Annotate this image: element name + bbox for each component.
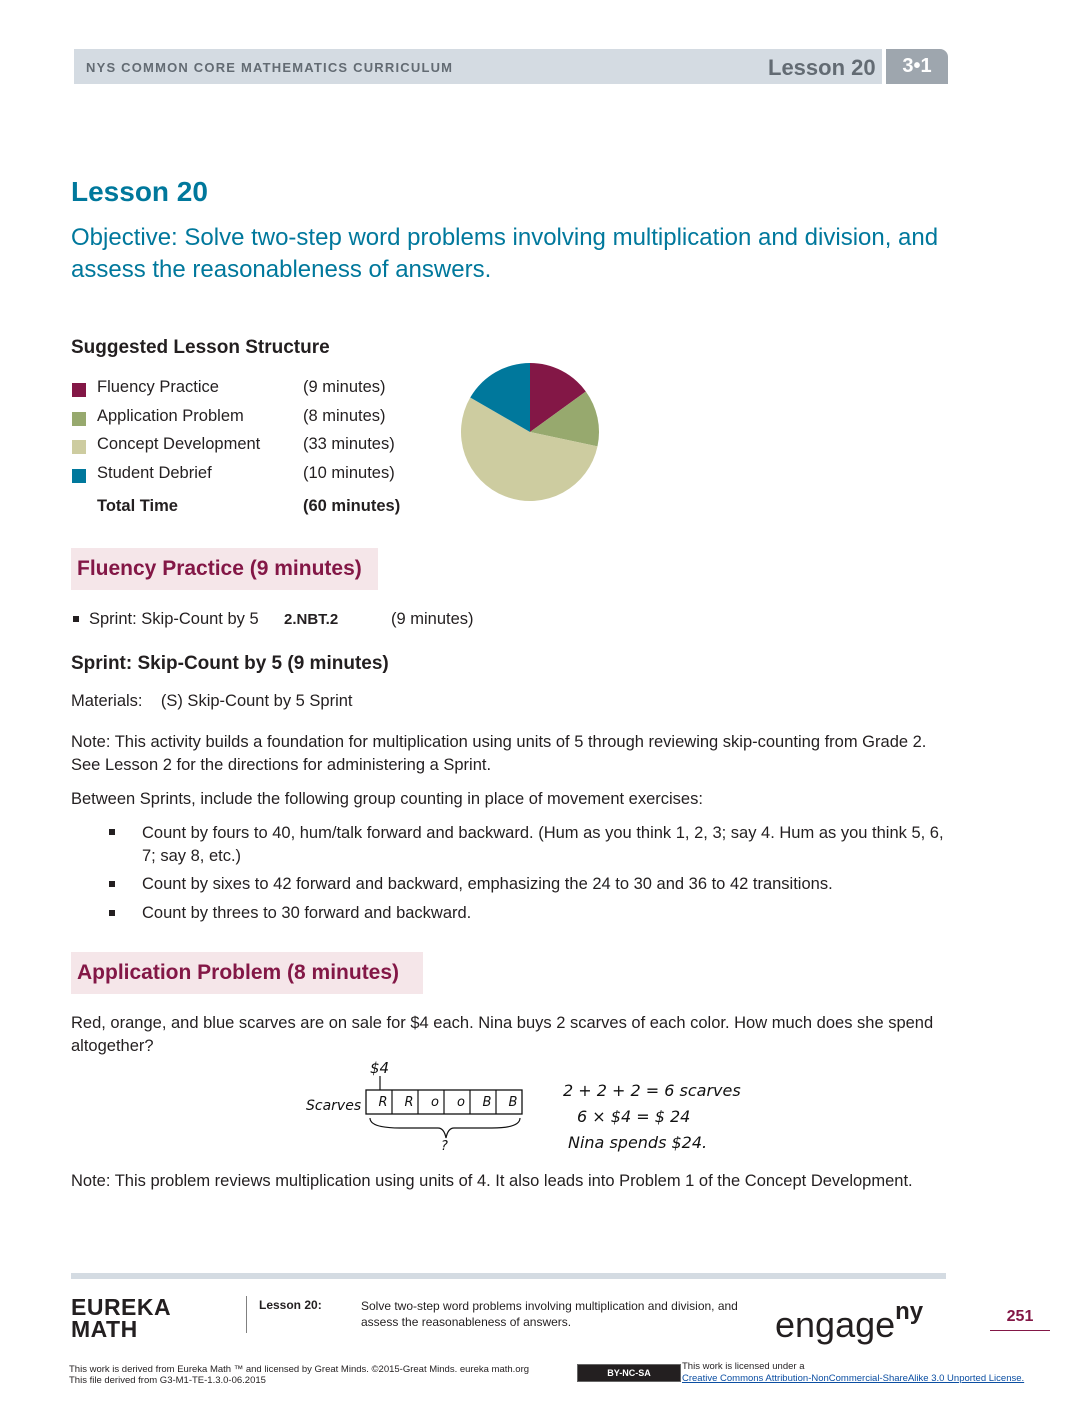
footer-objective: Solve two-step word problems involving multiplication and division, and assess the reasonableness of answers. [361,1299,738,1329]
list-item: Count by sixes to 42 forward and backward, emphasizing the 24 to 30 and 36 to 42 transitions. [142,875,833,893]
application-heading: Application Problem (8 minutes) [77,961,400,984]
work-label: Scarves [306,1098,362,1114]
derived-line-2: This file derived from G3-M1-TE-1.3.0-06.2015 [69,1375,266,1386]
logo-line-1: EUREKA [71,1294,172,1320]
structure-item-name: Concept Development [97,435,261,453]
structure-item-time: (9 minutes) [303,378,386,396]
header-lesson: Lesson 20 [768,55,876,80]
page-title: Lesson 20 [71,176,208,207]
fluency-standard: 2.NBT.2 [284,611,339,628]
structure-item-time: (10 minutes) [303,464,395,482]
box-label: o [431,1095,439,1110]
structure-item-name: Student Debrief [97,464,212,482]
fluency-heading: Fluency Practice (9 minutes) [77,557,362,580]
page-number: 251 [1006,1308,1034,1325]
box-label: o [457,1095,465,1110]
box-label: R [404,1095,414,1110]
bullet-square [109,881,115,887]
application-problem: Red, orange, and blue scarves are on sale for $4 each. Nina buys 2 scarves of each color. How much does she spend altogether? [71,1014,934,1055]
footer-lesson-label: Lesson 20: [259,1298,322,1312]
structure-item-name: Fluency Practice [97,378,219,396]
between-sprints: Between Sprints, include the following group counting in place of movement exercises: [71,790,703,808]
fluency-bullet [89,608,259,631]
engage-sup: ny [895,1298,924,1325]
structure-item-name: Application Problem [97,407,244,425]
structure-heading: Suggested Lesson Structure [71,337,330,358]
derived-line-1: This work is derived from Eureka Math ™ and licensed by Great Minds. ©2015-Great Minds. eureka math.org [69,1364,530,1375]
swatch-fluency [72,383,86,397]
work-price: $4 [370,1059,390,1077]
license-line-1: This work is licensed under a [682,1361,805,1372]
work-line-3: Nina spends $24. [568,1133,708,1152]
work-question: ? [441,1139,448,1154]
structure-item-time: (33 minutes) [303,435,395,453]
box-label: B [508,1095,518,1110]
work-line-1: 2 + 2 + 2 = 6 scarves [563,1081,741,1100]
bullet-square [73,616,79,622]
sprint-heading: Sprint: Skip-Count by 5 (9 minutes) [71,653,389,674]
curriculum-title: NYS COMMON CORE MATHEMATICS CURRICULUM [86,60,454,75]
bullet-square [109,910,115,916]
eureka-math-logo [71,1296,171,1340]
lesson-structure-pie-chart [455,357,605,507]
header-module-badge: 3•1 [886,49,948,84]
structure-item-time: (8 minutes) [303,407,386,425]
fluency-bullet-text: Sprint: Skip-Count by 5 [89,610,259,628]
engageny-logo [775,1298,923,1346]
swatch-concept [72,440,86,454]
list-item: Count by threes to 30 forward and backward. [142,904,472,922]
application-note: Note: This problem reviews multiplication using units of 4. It also leads into Problem 1 of the Concept Development. [71,1172,913,1190]
fluency-bullet-time: (9 minutes) [391,610,474,628]
work-line-2: 6 × $4 = $ 24 [577,1107,691,1126]
page-number-rule [990,1330,1050,1331]
box-label: B [482,1095,492,1110]
engage-text: engage [775,1304,896,1345]
bullet-square [109,829,115,835]
cc-license-badge: BY-NC-SA [577,1364,681,1382]
materials: Materials: (S) Skip-Count by 5 Sprint [71,692,353,710]
license-link[interactable]: Creative Commons Attribution-NonCommercial-ShareAlike 3.0 Unported License. [682,1373,1025,1384]
list-item: Count by fours to 40, hum/talk forward and backward. (Hum as you think 1, 2, 3; say 4. Hum as you think 5, 6, 7; say 8, etc.) [142,824,944,865]
total-time: (60 minutes) [303,497,401,515]
logo-line-2: MATH [71,1316,138,1342]
swatch-debrief [72,469,86,483]
footer-divider [246,1296,247,1333]
fluency-note: Note: This activity builds a foundation for multiplication using units of 5 through reviewing skip-counting from Grade 2. See Lesson 2 for the directions for administering a Sprint. [71,733,927,774]
footer-rule [71,1273,946,1279]
swatch-application [72,412,86,426]
objective: Objective: Solve two-step word problems involving multiplication and division, and assess the reasonableness of answers. [71,224,939,283]
box-label: R [378,1095,388,1110]
total-label: Total Time [97,497,178,515]
